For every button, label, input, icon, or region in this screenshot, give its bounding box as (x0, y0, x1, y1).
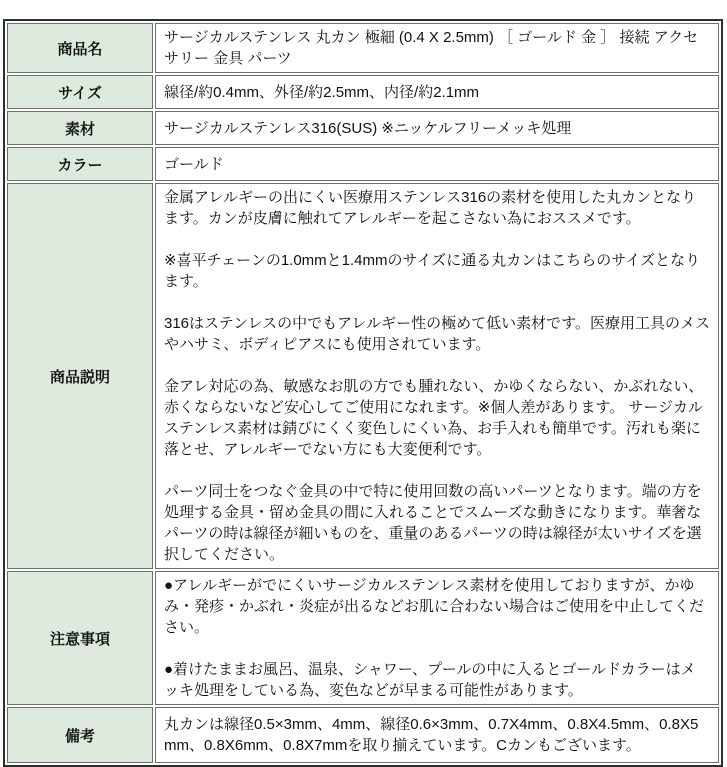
description-paragraph: 金アレ対応の為、敏感なお肌の方でも腫れない、かゆくならない、かぶれない、赤くならないなど安心してご使用になれます。※個人差があります。 サージカルステンレス素材は錆びにくく変色しにくい為、お手入れも簡単です。汚れも楽に落とせ、アレルギーでない方にも大変便利です。 (164, 378, 704, 458)
row-label-precautions: 注意事項 (7, 571, 153, 705)
description-paragraph: ※喜平チェーンの1.0mmと1.4mmのサイズに通る丸カンはこちらのサイズとなります。 (164, 252, 701, 290)
precaution-paragraph: ●アレルギーがでにくいサージカルステンレス素材を使用しておりますが、かゆみ・発疹・かぶれ・炎症が出るなどお肌に合わない場合はご使用を中止してください。 (164, 577, 705, 636)
row-content-product-name (155, 23, 719, 73)
description-paragraph: 金属アレルギーの出にくい医療用ステンレス316の素材を使用した丸カンとなります。カンが皮膚に触れてアレルギーを起こさない為におススメです。 (164, 189, 697, 227)
remarks-text: 丸カンは線径0.5×3mm、4mm、線径0.6×3mm、0.7X4mm、0.8X4.5mm、0.8X5mm、0.8X6mm、0.8X7mmを取り揃えています。Cカンもございます。 (164, 716, 699, 754)
row-content-remarks (155, 707, 719, 763)
table-row-remarks (7, 707, 719, 763)
row-content-precautions (155, 571, 719, 705)
row-content-material (155, 111, 719, 145)
table-row-material (7, 111, 719, 145)
product-name-text: サージカルステンレス 丸カン 極細 (0.4 X 2.5mm) ［ ゴールド 金 ］ 接続 アクセサリー 金具 パーツ (164, 29, 699, 67)
table-row-color (7, 147, 719, 181)
table-row-size (7, 75, 719, 109)
precaution-paragraph: ●着けたままお風呂、温泉、シャワー、プールの中に入るとゴールドカラーはメッキ処理をしている為、変色などが早まる可能性があります。 (164, 661, 696, 699)
table-row-description (7, 183, 719, 569)
description-paragraph: パーツ同士をつなぐ金具の中で特に使用回数の高いパーツとなります。端の方を処理する金具・留め金具の間に入れることでスムーズな動きになります。華奢なパーツの時は線径が細いものを、重量のあるパーツの時は線径が太いサイズを選択してください。 (164, 483, 702, 563)
material-text: サージカルステンレス316(SUS) ※ニッケルフリーメッキ処理 (164, 119, 572, 137)
description-paragraph: 316はステンレスの中でもアレルギー性の極めて低い素材です。医療用工具のメスやハサミ、ボディピアスにも使用されています。 (164, 315, 710, 353)
row-content-size (155, 75, 719, 109)
row-label-size: サイズ (7, 75, 153, 109)
row-label-product-name: 商品名 (7, 23, 153, 73)
product-spec-table (3, 19, 723, 767)
row-content-description (155, 183, 719, 569)
table-row-precautions (7, 571, 719, 705)
color-text: ゴールド (164, 155, 224, 173)
row-label-description: 商品説明 (7, 183, 153, 569)
row-label-remarks: 備考 (7, 707, 153, 763)
row-label-color: カラー (7, 147, 153, 181)
row-label-material: 素材 (7, 111, 153, 145)
row-content-color (155, 147, 719, 181)
table-row-product-name (7, 23, 719, 73)
size-text: 線径/約0.4mm、外径/約2.5mm、内径/約2.1mm (164, 83, 480, 101)
